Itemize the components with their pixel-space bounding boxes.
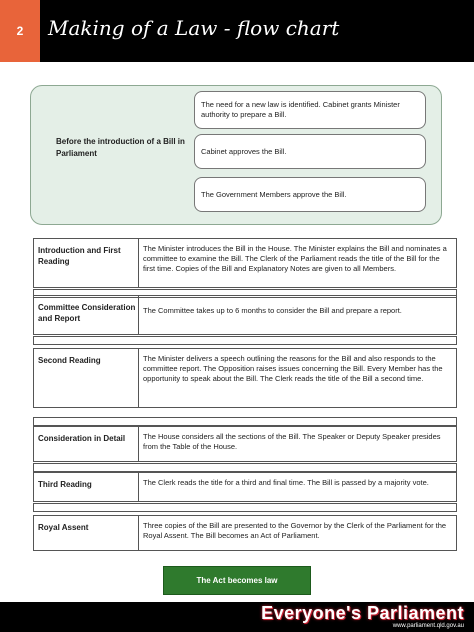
stage-text: The Clerk reads the title for a third and final time. The Bill is passed by a majority vote.	[143, 478, 429, 487]
stage-row	[33, 348, 457, 408]
step-box	[194, 134, 426, 169]
header-bar	[0, 0, 474, 62]
stage-text: The House considers all the sections of the Bill. The Speaker or Deputy Speaker presides from the Table of the House.	[143, 432, 441, 451]
before-introduction-label: Before the introduction of a Bill in Parliament	[56, 137, 185, 158]
page-number: 2	[0, 0, 40, 62]
stage-text: The Minister delivers a speech outlining the reasons for the Bill and also responds to the committee report. The Opposition raises issues concerning the Bill. Every Member has the opportunity to speak about the Bill. The Clerk reads the title of the Bill a second time.	[143, 354, 443, 383]
footer-bar	[0, 602, 474, 632]
stage-label: Introduction and First Reading	[38, 246, 121, 266]
stage-label: Third Reading	[38, 480, 92, 489]
stage-text: The Minister introduces the Bill in the House. The Minister explains the Bill and nominates a committee to examine the Bill. The Clerk of the Parliament reads the title of the Bill for the first time. Copies of the Bill and Explanatory Notes are given to all Members.	[143, 244, 447, 273]
row-divider	[138, 427, 139, 461]
stage-row	[33, 472, 457, 502]
step-box	[194, 177, 426, 212]
stage-text: The Committee takes up to 6 months to consider the Bill and prepare a report.	[143, 306, 402, 315]
stage-row	[33, 515, 457, 551]
connector-strip	[33, 463, 457, 472]
stage-label: Committee Consideration and Report	[38, 303, 136, 323]
connector-strip	[33, 503, 457, 512]
stage-row	[33, 295, 457, 335]
row-divider	[138, 516, 139, 550]
step-box	[194, 91, 426, 129]
stage-row	[33, 426, 457, 462]
stage-label: Second Reading	[38, 356, 101, 365]
step-text: Cabinet approves the Bill.	[201, 146, 287, 156]
stage-label: Consideration in Detail	[38, 434, 126, 443]
website-url: www.parliament.qld.gov.au	[392, 623, 464, 629]
stage-row	[33, 238, 457, 288]
step-text: The Government Members approve the Bill.	[201, 189, 347, 199]
row-divider	[138, 473, 139, 501]
row-divider	[138, 349, 139, 407]
row-divider	[138, 296, 139, 334]
stage-text: Three copies of the Bill are presented to the Governor by the Clerk of the Parliament for the Royal Assent. The Bill becomes an Act of Parliament.	[143, 521, 447, 540]
brand-logo: Everyone's Parliament	[261, 603, 464, 623]
page-title: Making of a Law - flow chart	[48, 16, 340, 40]
act-becomes-law-box: The Act becomes law	[163, 566, 311, 595]
step-text: The need for a new law is identified. Cabinet grants Minister authority to prepare a Bill.	[201, 100, 400, 119]
row-divider	[138, 239, 139, 287]
connector-strip	[33, 336, 457, 345]
stage-label: Royal Assent	[38, 523, 89, 532]
connector-strip	[33, 417, 457, 426]
